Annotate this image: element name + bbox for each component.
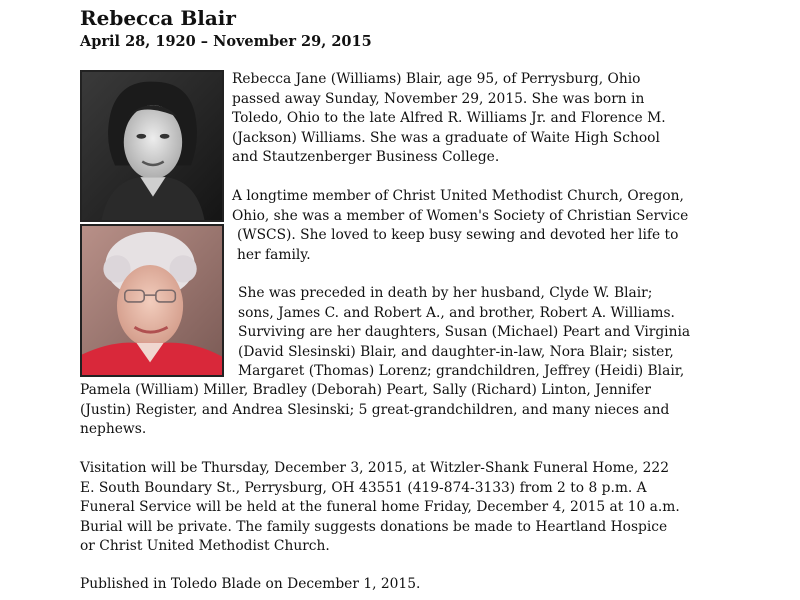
text-line: She was preceded in death by her husband, Clyde W. Blair; <box>238 285 653 301</box>
paragraph-services <box>80 459 680 557</box>
text-line: or Christ United Methodist Church. <box>80 538 330 554</box>
text-line: Rebecca Jane (Williams) Blair, age 95, of Perrysburg, Ohio <box>232 71 641 87</box>
text-line: sons, James C. and Robert A., and brother, Robert A. Williams. <box>238 304 675 321</box>
portrait-elderly-photo <box>80 224 224 377</box>
text-line: Burial will be private. The family suggests donations be made to Heartland Hospice <box>80 518 668 535</box>
portrait-young-photo <box>80 70 224 222</box>
text-line: (Justin) Register, and Andrea Slesinski; 5 great-grandchildren, and many nieces and <box>80 401 670 418</box>
text-line: (Jackson) Williams. She was a graduate of Waite High School <box>232 129 660 146</box>
paragraph-church <box>232 187 688 265</box>
text-line: Published in Toledo Blade on December 1, 2015. <box>80 576 421 592</box>
paragraph-biography <box>232 70 666 168</box>
text-line: nephews. <box>80 421 147 437</box>
text-line: (David Slesinski) Blair, and daughter-in-law, Nora Blair; sister, <box>238 343 674 360</box>
paragraph-family <box>238 284 690 382</box>
obituary-dates: April 28, 1920 – November 29, 2015 <box>80 33 372 50</box>
text-line: Toledo, Ohio to the late Alfred R. Williams Jr. and Florence M. <box>232 110 666 126</box>
text-line: Margaret (Thomas) Lorenz; grandchildren, Jeffrey (Heidi) Blair, <box>238 363 685 379</box>
text-line: E. South Boundary St., Perrysburg, OH 43551 (419-874-3133) from 2 to 8 p.m. A <box>80 479 647 496</box>
text-line: Ohio, she was a member of Women's Society of Christian Service <box>232 207 689 224</box>
obituary-name: Rebecca Blair <box>80 6 236 30</box>
text-line: Surviving are her daughters, Susan (Michael) Peart and Virginia <box>238 324 691 340</box>
paragraph-family-continued <box>80 381 669 440</box>
text-line: her family. <box>237 246 311 263</box>
text-line: A longtime member of Christ United Methodist Church, Oregon, <box>232 188 684 204</box>
paragraph-publication <box>80 575 420 595</box>
text-line: and Stautzenberger Business College. <box>232 149 500 165</box>
text-line: Funeral Service will be held at the funeral home Friday, December 4, 2015 at 10 a.m. <box>80 499 680 515</box>
text-line: Visitation will be Thursday, December 3, 2015, at Witzler-Shank Funeral Home, 222 <box>80 460 669 476</box>
text-line: (WSCS). She loved to keep busy sewing and devoted her life to <box>237 227 679 243</box>
text-line: Pamela (William) Miller, Bradley (Deborah) Peart, Sally (Richard) Linton, Jennifer <box>80 382 651 398</box>
text-line: passed away Sunday, November 29, 2015. She was born in <box>232 90 645 107</box>
